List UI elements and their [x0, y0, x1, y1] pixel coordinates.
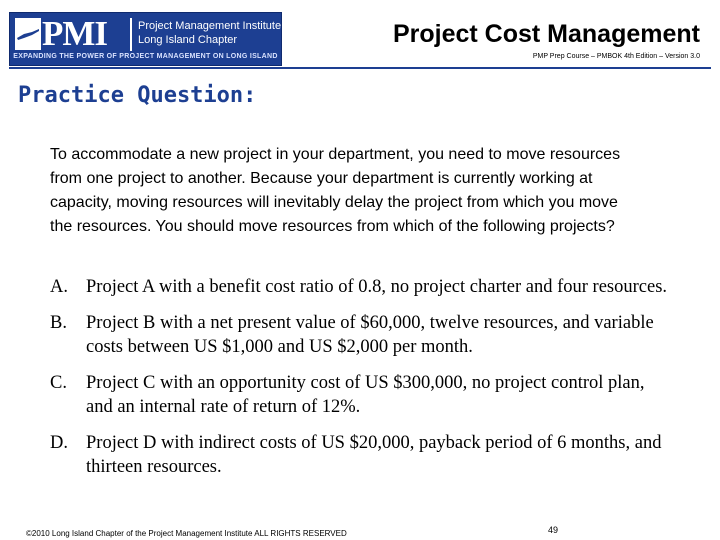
answer-text: Project A with a benefit cost ratio of 0.8, no project charter and four resources.	[86, 277, 668, 297]
slide-title: Project Cost Management	[392, 20, 700, 48]
slide-subtitle: PMP Prep Course – PMBOK 4th Edition – Version 3.0	[532, 53, 700, 60]
answer-text: Project C with an opportunity cost of US $300,000, no project control plan, and an internal rate of return of 12%.	[86, 373, 645, 417]
section-heading: Practice Question:	[18, 83, 257, 108]
answer-letter: C.	[50, 373, 67, 393]
logo-chapter-name: Long Island Chapter	[138, 34, 238, 46]
answer-letter: B.	[50, 313, 67, 333]
header-rule	[9, 67, 711, 69]
answer-option-c	[50, 371, 670, 419]
page-number: 49	[548, 525, 559, 535]
logo-org-name: Project Management Institute	[138, 20, 282, 32]
question-text: To accommodate a new project in your department, you need to move resources from one project to another. Because your department is currently working at capacity, moving resources will inevitably delay the project from which you move the resources. You should move resources from which of the following projects?	[50, 146, 621, 235]
logo-divider	[130, 18, 132, 51]
logo-pmi-text: PMI	[42, 14, 108, 53]
answer-option-b	[50, 311, 670, 359]
answer-letter: D.	[50, 433, 68, 453]
answer-option-a	[50, 275, 670, 299]
pmi-logo	[9, 12, 282, 66]
answer-option-d	[50, 431, 670, 479]
logo-tagline: EXPANDING THE POWER OF PROJECT MANAGEMENT ON LONG ISLAND	[13, 53, 278, 60]
answer-text: Project B with a net present value of $60,000, twelve resources, and variable costs between US $1,000 and US $2,000 per month.	[86, 313, 654, 357]
answer-letter: A.	[50, 277, 68, 297]
answer-list	[50, 275, 670, 491]
answer-text: Project D with indirect costs of US $20,000, payback period of 6 months, and thirteen resources.	[86, 433, 662, 477]
copyright-footer: ©2010 Long Island Chapter of the Project Management Institute ALL RIGHTS RESERVED	[26, 529, 347, 538]
long-island-map-icon	[15, 18, 41, 50]
